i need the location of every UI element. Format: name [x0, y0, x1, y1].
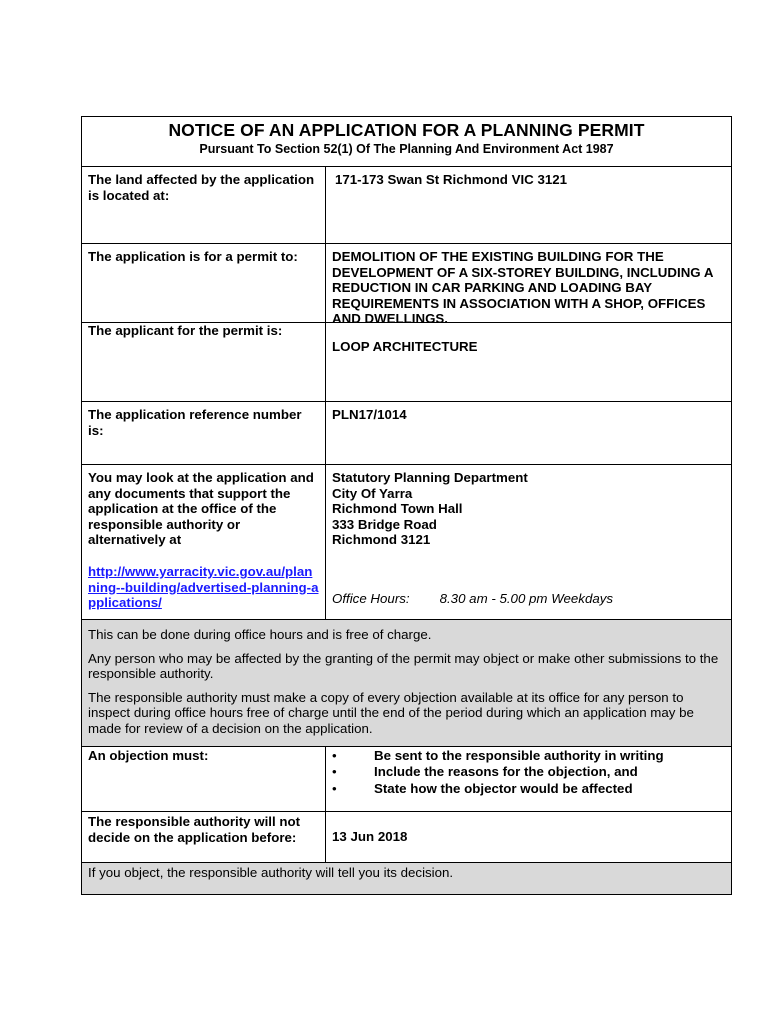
- objection-label: An objection must:: [82, 747, 326, 811]
- decide-label: The responsible authority will not decide on the application before:: [82, 812, 326, 862]
- reference-row: [82, 402, 731, 465]
- land-row: [82, 167, 731, 244]
- bullet-icon: •: [332, 780, 337, 796]
- info-paragraph: This can be done during office hours and is free of charge.: [88, 627, 432, 642]
- objection-list-cell: [326, 747, 731, 811]
- list-item: • Be sent to the responsible authority in writing: [332, 748, 664, 763]
- applicant-row: [82, 322, 731, 402]
- reference-value: PLN17/1014: [332, 407, 407, 422]
- applicant-label: The applicant for the permit is:: [82, 323, 326, 401]
- permit-label: The application is for a permit to:: [82, 244, 326, 322]
- info-paragraph: The responsible authority must make a copy of every objection available at its office for any person to inspect during office hours free of charge until the end of the period during which an application may be made for review of a decision on the application.: [88, 689, 694, 736]
- applicant-value: LOOP ARCHITECTURE: [332, 339, 478, 354]
- list-item: • Include the reasons for the objection, and: [332, 764, 638, 780]
- inspect-cell: [82, 465, 326, 619]
- page-subtitle: Pursuant To Section 52(1) Of The Planning And Environment Act 1987: [199, 142, 614, 156]
- footer-note: If you object, the responsible authority will tell you its decision.: [82, 863, 731, 894]
- decide-value: 13 Jun 2018: [332, 829, 408, 844]
- bullet-icon: •: [332, 748, 337, 763]
- info-paragraph: Any person who may be affected by the granting of the permit may object or make other submissions to the responsible authority.: [88, 650, 719, 682]
- address-line: Richmond 3121: [332, 532, 431, 548]
- address-line: City Of Yarra: [332, 485, 413, 501]
- bullet-icon: •: [332, 764, 337, 780]
- address-line: Richmond Town Hall: [332, 501, 463, 517]
- decide-row: [82, 812, 731, 863]
- page-title: NOTICE OF AN APPLICATION FOR A PLANNING PERMIT: [168, 120, 645, 140]
- address-line: 333 Bridge Road: [332, 516, 437, 532]
- inspect-label: You may look at the application and any documents that support the application at the office of the responsible authority or alternatively at: [88, 470, 314, 548]
- inspect-row: [82, 465, 731, 620]
- objection-row: [82, 746, 731, 812]
- office-hours: [332, 591, 725, 607]
- list-item: • State how the objector would be affected: [332, 780, 633, 796]
- permit-row: [82, 244, 731, 327]
- info-block: [82, 620, 731, 746]
- land-label: The land affected by the application is located at:: [82, 167, 326, 243]
- permit-value: DEMOLITION OF THE EXISTING BUILDING FOR THE DEVELOPMENT OF A SIX-STOREY BUILDING, INCLUDING A REDUCTION IN CAR PARKING AND LOADING BAY REQUIREMENTS IN ASSOCIATION WITH A SHOP, OFFICES AND DWELLINGS.: [332, 249, 713, 327]
- office-hours-value: 8.30 am - 5.00 pm Weekdays: [439, 590, 614, 606]
- objection-list: [326, 748, 725, 797]
- address-line: Statutory Planning Department: [332, 470, 528, 485]
- land-value: 171-173 Swan St Richmond VIC 3121: [335, 172, 568, 187]
- applications-link[interactable]: http://www.yarracity.vic.gov.au/planning--building/advertised-planning-applications/: [88, 563, 319, 611]
- reference-label: The application reference number is:: [82, 402, 326, 464]
- notice-form: [81, 116, 732, 895]
- office-hours-label: Office Hours:: [332, 590, 410, 606]
- notice-header: [82, 117, 731, 167]
- inspect-address-cell: [326, 465, 731, 619]
